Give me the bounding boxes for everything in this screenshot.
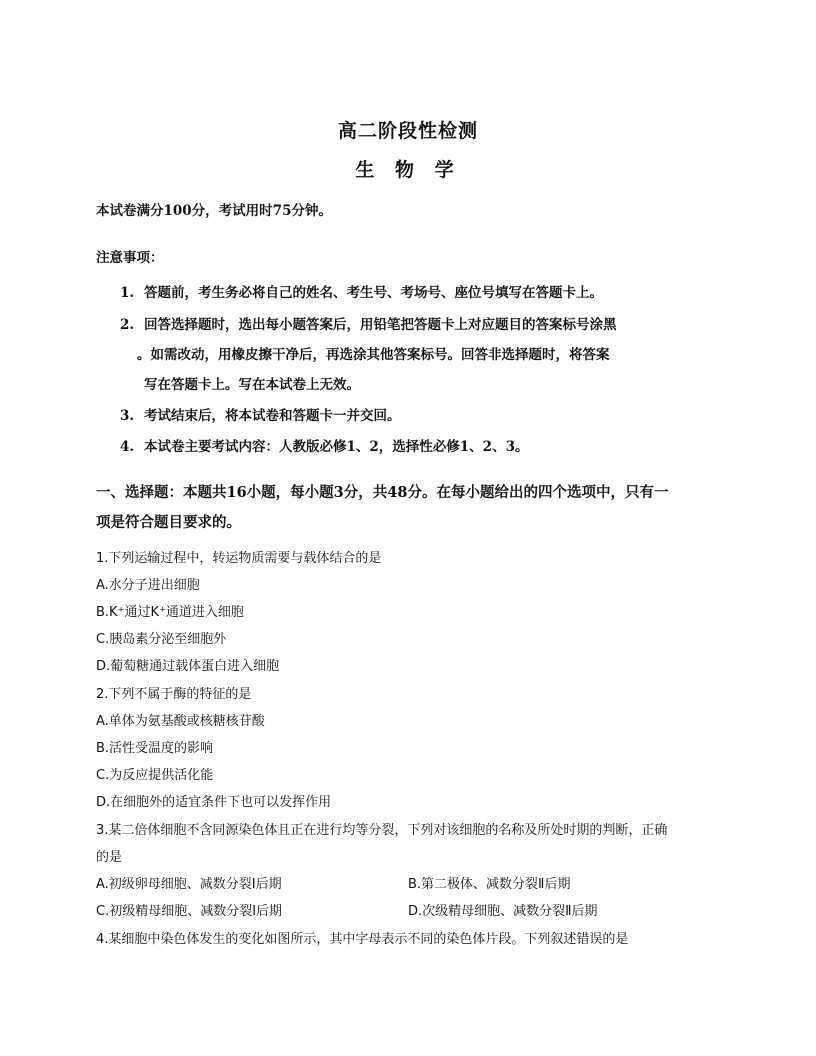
notice-item-text: 本试卷主要考试内容：人教版必修1、2，选择性必修1、2、3。 [144, 439, 529, 455]
question-2-option-a: A.单体为氨基酸或核糖核苷酸 [96, 714, 265, 729]
section-heading-line-1: 一、选择题：本题共16小题，每小题3分，共48分。在每小题给出的四个选项中，只有一 [96, 484, 669, 501]
exam-info: 本试卷满分100分，考试用时75分钟。 [96, 203, 332, 219]
question-1-option-d: D.葡萄糖通过载体蛋白进入细胞 [96, 659, 280, 674]
notice-item-text: 答题前，考生务必将自己的姓名、考生号、考场号、座位号填写在答题卡上。 [144, 285, 603, 301]
section-heading-line-2: 项是符合题目要求的。 [96, 514, 241, 531]
notice-item-2 [120, 315, 617, 335]
notice-item-text: 考试结束后，将本试卷和答题卡一并交回。 [144, 408, 401, 424]
question-4-stem: 4.某细胞中染色体发生的变化如图所示，其中字母表示不同的染色体片段。下列叙述错误的是 [96, 932, 629, 947]
question-3-option-c: C.初级精母细胞、减数分裂Ⅰ后期 [96, 904, 283, 919]
notice-item-number: 4. [120, 439, 135, 455]
notice-item-number: 1. [120, 285, 135, 301]
question-3-stem-line-2: 的是 [96, 850, 123, 865]
subject-title: 生 物 学 [355, 159, 461, 181]
question-2-option-d: D.在细胞外的适宜条件下也可以发挥作用 [96, 795, 332, 810]
question-3-option-d: D.次级精母细胞、减数分裂Ⅱ后期 [408, 904, 598, 919]
notice-item-2-line-2: 。如需改动，用橡皮擦干净后，再选涂其他答案标号。回答非选择题时，将答案 [137, 347, 610, 363]
question-2-option-c: C.为反应提供活化能 [96, 768, 214, 783]
question-3-option-a: A.初级卵母细胞、减数分裂Ⅰ后期 [96, 877, 282, 892]
question-2-option-b: B.活性受温度的影响 [96, 741, 214, 756]
notice-item-text: 回答选择题时，选出每小题答案后，用铅笔把答题卡上对应题目的答案标号涂黑 [144, 317, 617, 333]
notice-item-number: 2. [120, 317, 135, 333]
question-1-option-a: A.水分子进出细胞 [96, 578, 200, 593]
question-1-option-c: C.胰岛素分泌至细胞外 [96, 632, 227, 647]
question-1-stem: 1.下列运输过程中，转运物质需要与载体结合的是 [96, 551, 382, 566]
notice-item-number: 3. [120, 408, 135, 424]
notice-item-1 [120, 283, 603, 303]
notice-item-3 [120, 406, 401, 426]
notice-item-2-line-3: 写在答题卡上。写在本试卷上无效。 [144, 377, 360, 393]
exam-title: 高二阶段性检测 [337, 120, 478, 142]
question-3-option-b: B.第二极体、减数分裂Ⅱ后期 [408, 877, 571, 892]
notice-heading: 注意事项： [96, 250, 164, 266]
notice-item-4 [120, 437, 528, 457]
question-1-option-b: B.K⁺通过K⁺通道进入细胞 [96, 605, 244, 620]
question-2-stem: 2.下列不属于酶的特征的是 [96, 687, 252, 702]
question-3-stem: 3.某二倍体细胞不含同源染色体且正在进行均等分裂，下列对该细胞的名称及所处时期的判断，正确 [96, 823, 668, 838]
